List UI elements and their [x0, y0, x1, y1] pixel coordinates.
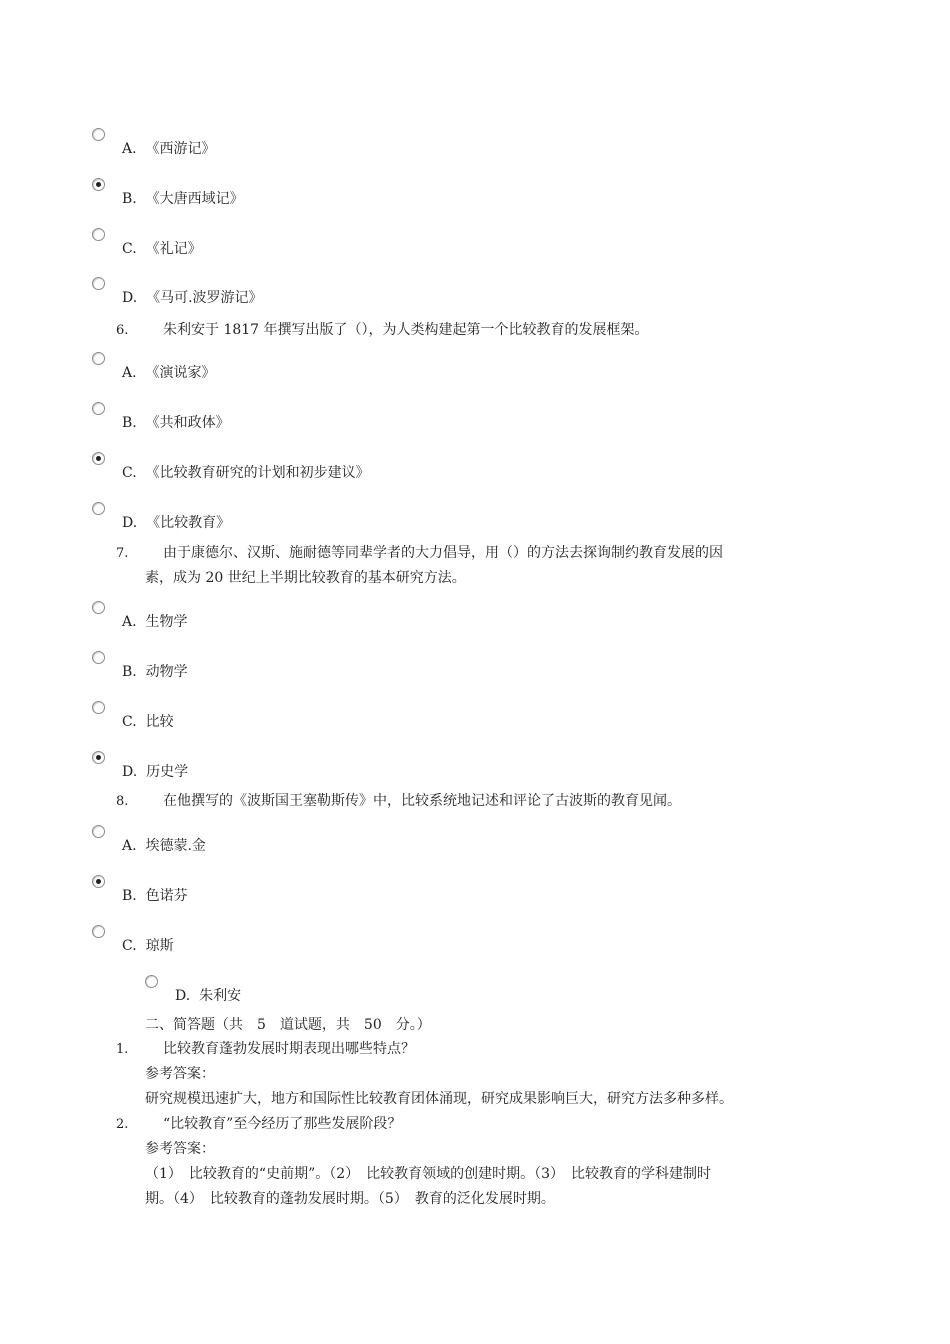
q8-option-d	[175, 987, 241, 1005]
option-text: 《马可.波罗游记》	[146, 290, 263, 306]
option-letter: A.	[122, 141, 137, 157]
option-letter: B.	[122, 191, 137, 207]
option-text: 比较	[145, 714, 174, 730]
q6-text: 朱利安于 1817 年撰写出版了（），为人类构建起第一个比较教育的发展框架。	[163, 322, 649, 338]
radio-q7-b[interactable]	[92, 651, 105, 664]
q8-option-a	[122, 837, 206, 855]
q7-text-line1: 由于康德尔、汉斯、施耐德等同辈学者的大力倡导，用（）的方法去探询制约教育发展的因	[163, 545, 723, 561]
radio-q7-d[interactable]	[92, 751, 105, 764]
q7-number: 7.	[116, 546, 129, 561]
option-text: 动物学	[145, 664, 188, 680]
sa2-number: 2.	[116, 1117, 129, 1132]
radio-q8-d[interactable]	[145, 975, 158, 988]
q6-option-a	[122, 364, 215, 382]
option-text: 朱利安	[199, 988, 242, 1004]
q7-option-a	[122, 613, 187, 631]
q7-option-c	[122, 713, 174, 731]
radio-q7-a[interactable]	[92, 601, 105, 614]
radio-q6-a[interactable]	[92, 352, 105, 365]
radio-q5-d[interactable]	[92, 277, 105, 290]
q8-number: 8.	[116, 794, 129, 809]
sa1-answer-label: 参考答案：	[145, 1066, 215, 1082]
q8-option-b	[122, 887, 188, 905]
option-text: 《演说家》	[145, 365, 216, 381]
radio-q8-a[interactable]	[92, 825, 105, 838]
q5-option-a	[122, 140, 215, 158]
radio-q5-b[interactable]	[92, 178, 105, 191]
option-letter: D.	[122, 515, 138, 531]
q6-option-c	[122, 464, 370, 482]
sa2-answer-line1: （1） 比较教育的“史前期”。（2） 比较教育领域的创建时期。（3） 比较教育的学科建制时	[145, 1166, 712, 1182]
option-text: 生物学	[145, 614, 188, 630]
option-text: 《比较教育》	[146, 515, 231, 531]
q6-number: 6.	[116, 323, 129, 338]
radio-q6-b[interactable]	[92, 402, 105, 415]
sa1-number: 1.	[116, 1042, 129, 1057]
option-letter: A.	[122, 614, 137, 630]
option-text: 色诺芬	[145, 888, 188, 904]
radio-q8-b[interactable]	[92, 875, 105, 888]
option-letter: A.	[122, 838, 137, 854]
option-letter: B.	[122, 888, 137, 904]
option-letter: D.	[122, 764, 138, 780]
option-letter: B.	[122, 664, 137, 680]
option-letter: A.	[122, 365, 137, 381]
option-letter: C.	[122, 714, 137, 730]
sa2-answer-label: 参考答案：	[145, 1141, 215, 1157]
q5-option-b	[122, 190, 244, 208]
radio-q7-c[interactable]	[92, 701, 105, 714]
q8-option-c	[122, 937, 174, 955]
option-letter: D.	[175, 988, 191, 1004]
sa2-question: “比较教育”至今经历了那些发展阶段？	[163, 1116, 402, 1132]
q5-option-c	[122, 240, 202, 258]
option-text: 《共和政体》	[145, 415, 230, 431]
option-text: 埃德蒙.金	[145, 838, 206, 854]
option-text: 琼斯	[145, 938, 174, 954]
q7-option-b	[122, 663, 188, 681]
option-text: 历史学	[146, 764, 189, 780]
option-letter: C.	[122, 241, 137, 257]
sa1-question: 比较教育蓬勃发展时期表现出哪些特点？	[163, 1041, 415, 1057]
radio-q6-c[interactable]	[92, 452, 105, 465]
q5-option-d	[122, 289, 263, 307]
option-letter: B.	[122, 415, 137, 431]
radio-q5-c[interactable]	[92, 228, 105, 241]
section-heading: 二、简答题（共 5 道试题，共 50 分。）	[145, 1017, 431, 1033]
option-letter: C.	[122, 938, 137, 954]
q7-option-d	[122, 763, 188, 781]
q7-text-line2: 素，成为 20 世纪上半期比较教育的基本研究方法。	[145, 570, 466, 586]
q8-text: 在他撰写的《波斯国王塞勒斯传》中，比较系统地记述和评论了古波斯的教育见闻。	[163, 793, 681, 809]
radio-q8-c[interactable]	[92, 925, 105, 938]
sa1-answer: 研究规模迅速扩大，地方和国际性比较教育团体涌现，研究成果影响巨大，研究方法多种多样。	[145, 1091, 733, 1107]
option-letter: C.	[122, 465, 137, 481]
option-text: 《礼记》	[145, 241, 202, 257]
option-text: 《大唐西域记》	[145, 191, 244, 207]
option-text: 《比较教育研究的计划和初步建议》	[145, 465, 370, 481]
q6-option-d	[122, 514, 230, 532]
option-text: 《西游记》	[145, 141, 216, 157]
option-letter: D.	[122, 290, 138, 306]
sa2-answer-line2: 期。（4） 比较教育的蓬勃发展时期。（5） 教育的泛化发展时期。	[145, 1191, 555, 1207]
radio-q6-d[interactable]	[92, 502, 105, 515]
q6-option-b	[122, 414, 230, 432]
radio-q5-a[interactable]	[92, 128, 105, 141]
